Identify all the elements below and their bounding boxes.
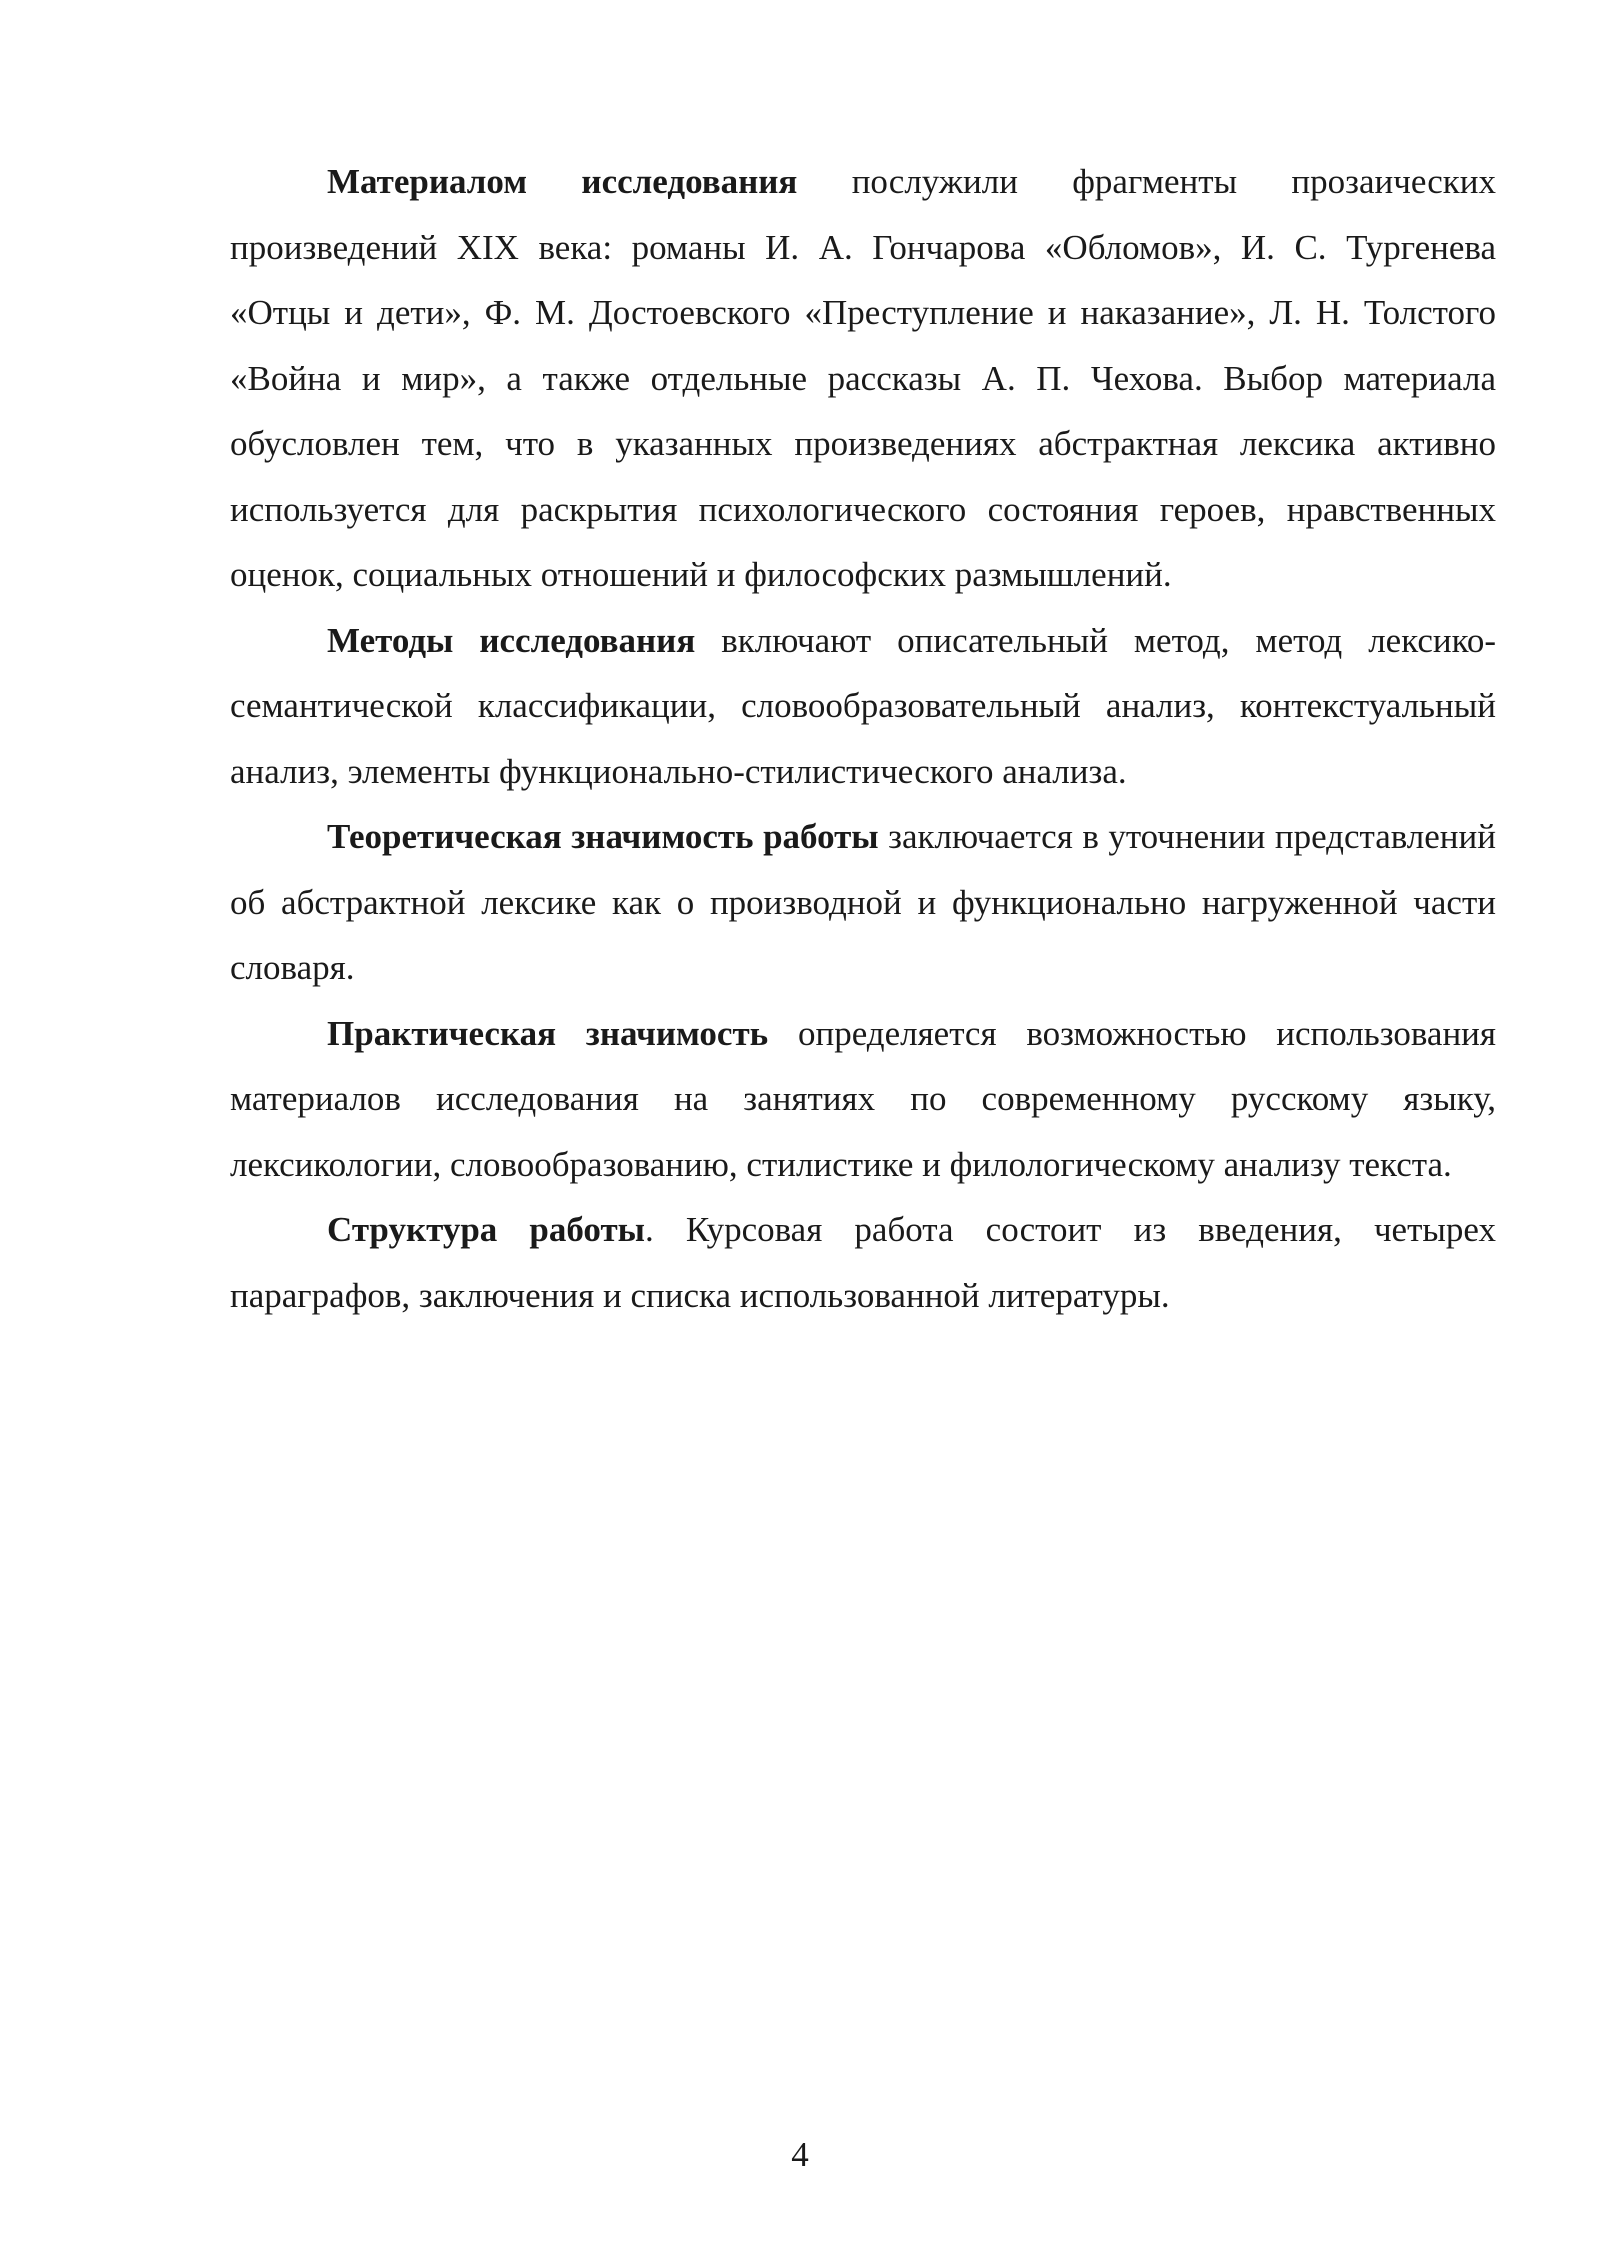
paragraph-lead: Методы исследования bbox=[327, 620, 696, 660]
paragraph-lead: Материалом исследования bbox=[327, 162, 798, 201]
paragraph-research-material bbox=[230, 149, 1496, 608]
page-number: 4 bbox=[791, 2135, 809, 2174]
paragraph-lead: Практическая значимость bbox=[327, 1013, 769, 1053]
paragraph-text: послужили фрагменты прозаических произведений XIX века: романы И. А. Гончарова «Обломов», И. С. Тургенева «Отцы и дети», Ф. М. Достоевского «Преступление и наказание», Л. Н. Толстого «Война и мир», а также отдельные рассказы А. П. Чехова. Выбор материала обусловлен тем, что в указанных произведениях абстрактная лексика активно используется для раскрытия психологического состояния героев, нравственных оценок, социальных отношений и философских размышлений. bbox=[230, 162, 1496, 594]
paragraph-text: заключается в уточнении представлений об абстрактной лексике как о производной и функционально нагруженной части словаря. bbox=[230, 817, 1496, 987]
paragraph-text: . Курсовая работа состоит из введения, четырех параграфов, заключения и списка использованной литературы. bbox=[230, 1210, 1496, 1315]
paragraph-research-methods bbox=[230, 608, 1496, 805]
paragraph-theoretical-significance bbox=[230, 804, 1496, 1001]
document-body bbox=[230, 149, 1496, 1328]
paragraph-work-structure bbox=[230, 1197, 1496, 1328]
paragraph-text: определяется возможностью использования материалов исследования на занятиях по современному русскому языку, лексикологии, словообразованию, стилистике и филологическому анализу текста. bbox=[230, 1013, 1496, 1184]
paragraph-practical-significance bbox=[230, 1001, 1496, 1198]
paragraph-lead: Теоретическая значимость работы bbox=[327, 817, 879, 856]
paragraph-lead: Структура работы bbox=[327, 1210, 645, 1249]
paragraph-text: включают описательный метод, метод лексико-семантической классификации, словообразовательный анализ, контекстуальный анализ, элементы функционально-стилистического анализа. bbox=[230, 620, 1496, 791]
